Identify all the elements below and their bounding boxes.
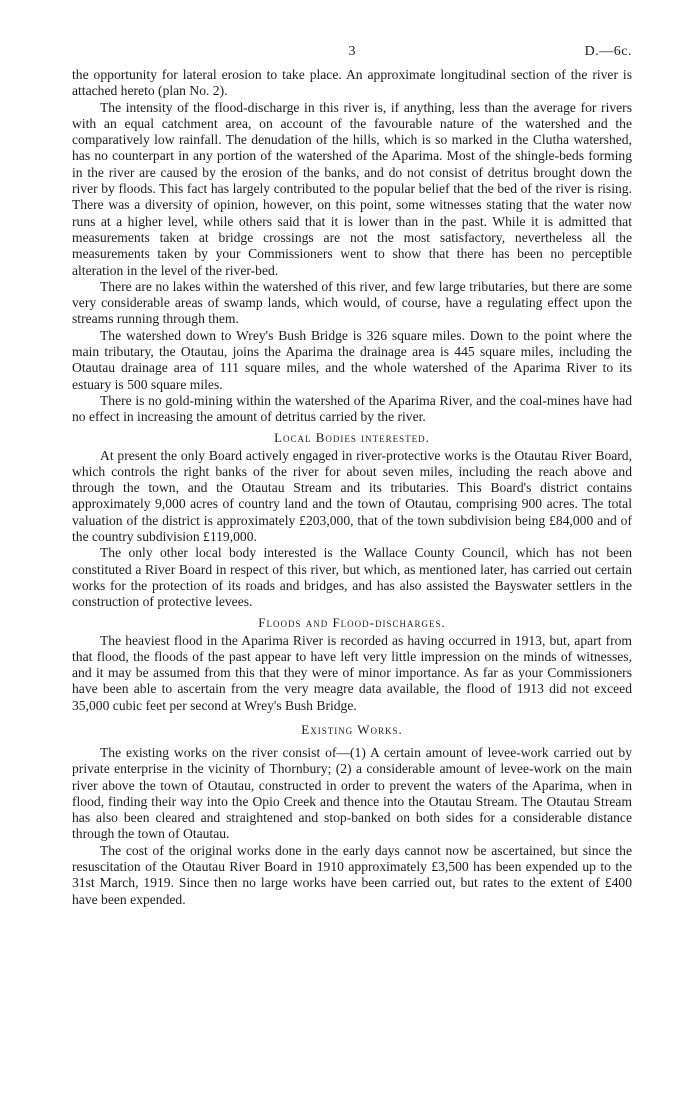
paragraph-flood-intensity: The intensity of the flood-discharge in this river is, if anything, less than the average for rivers with an equal catchment area, on account of the favourable nature of the watershed and the comparatively low rainfall. The denudation of the hills, which is so marked in the Clutha watershed, has no counterpart in any portion of the watershed of the Aparima. Most of the shingle-beds forming in the river are caused by the erosion of the banks, and do not consist of detritus brought down the river by floods. This fact has largely contributed to the popular belief that the bed of the river is rising. There was a diversity of opinion, however, on this point, some witnesses stating that the water now runs at a higher level, while others said that it is lower than in the past. While it is admitted that measurements taken at bridge crossings are not the most satisfactory, nevertheless all the measurements taken by your Commissioners went to show that there has been no perceptible alteration in the level of the river-bed. (72, 99, 632, 278)
heading-existing-works: Existing Works. (301, 721, 403, 737)
paragraph-continued: the opportunity for lateral erosion to take place. An approximate longitudinal section of the river is attached hereto (plan No. 2). (72, 67, 632, 99)
page-number: 3 (348, 44, 356, 59)
page-body (72, 67, 632, 908)
heading-floods: Floods and Flood-discharges. (258, 614, 446, 630)
paragraph-otautau-board: At present the only Board actively engaged in river-protective works is the Otautau River Board, which controls the right banks of the river for about seven miles, including the reach above and through the town, and the Otautau Stream and its tributaries. This Board's district contains approximately 9,000 acres of country land and the town of Otautau, comprising 900 acres. The total valuation of the district is approximately £203,000, that of the town subdivision being £84,000 and of the country subdivision £119,000. (72, 447, 632, 545)
paragraph-works-cost: The cost of the original works done in the early days cannot now be ascertained, but since the resuscitation of the Otautau River Board in 1910 approximately £3,500 has been expended up to the 31st March, 1919. Since then no large works have been carried out, but rates to the extent of £400 have been expended. (72, 842, 632, 907)
paragraph-existing-works: The existing works on the river consist of—(1) A certain amount of levee-work carried out by private enterprise in the vicinity of Thornbury; (2) a considerable amount of levee-work on the main river above the town of Otautau, constructed in order to prevent the waters of the Aparima, when in flood, finding their way into the Opio Creek and thence into the Otautau Stream. The Otautau Stream has also been cleared and straightened and stop-banked on both sides for a considerable distance through the town of Otautau. (72, 744, 632, 842)
document-reference: D.—6c. (584, 44, 632, 59)
paragraph-wallace-county: The only other local body interested is the Wallace County Council, which has not been constituted a River Board in respect of this river, but which, as mentioned later, has carried out certain works for the protection of its roads and bridges, and has also assisted the Bayswater settlers in the construction of protective levees. (72, 545, 632, 610)
paragraph-heaviest-flood: The heaviest flood in the Aparima River is recorded as having occurred in 1913, but, apart from that flood, the floods of the past appear to have left very little impression on the minds of witnesses, and it may be assumed from this that they were of minor importance. As far as your Commissioners have been able to ascertain from the very meagre data available, the flood of 1913 did not exceed 35,000 cubic feet per second at Wrey's Bush Bridge. (72, 632, 632, 713)
paragraph-lakes: There are no lakes within the watershed of this river, and few large tributaries, but there are some very considerable areas of swamp lands, which would, of course, have a regulating effect upon the streams running through them. (72, 278, 632, 327)
page-header (72, 44, 632, 62)
paragraph-gold-mining: There is no gold-mining within the watershed of the Aparima River, and the coal-mines have had no effect in increasing the amount of detritus carried by the river. (72, 392, 632, 425)
heading-local-bodies: Local Bodies interested. (274, 429, 430, 445)
paragraph-watershed-area: The watershed down to Wrey's Bush Bridge is 326 square miles. Down to the point where the main tributary, the Otautau, joins the Aparima the drainage area is 445 square miles, including the Otautau drainage area of 111 square miles, and the whole watershed of the Aparima River to its estuary is 500 square miles. (72, 327, 632, 392)
